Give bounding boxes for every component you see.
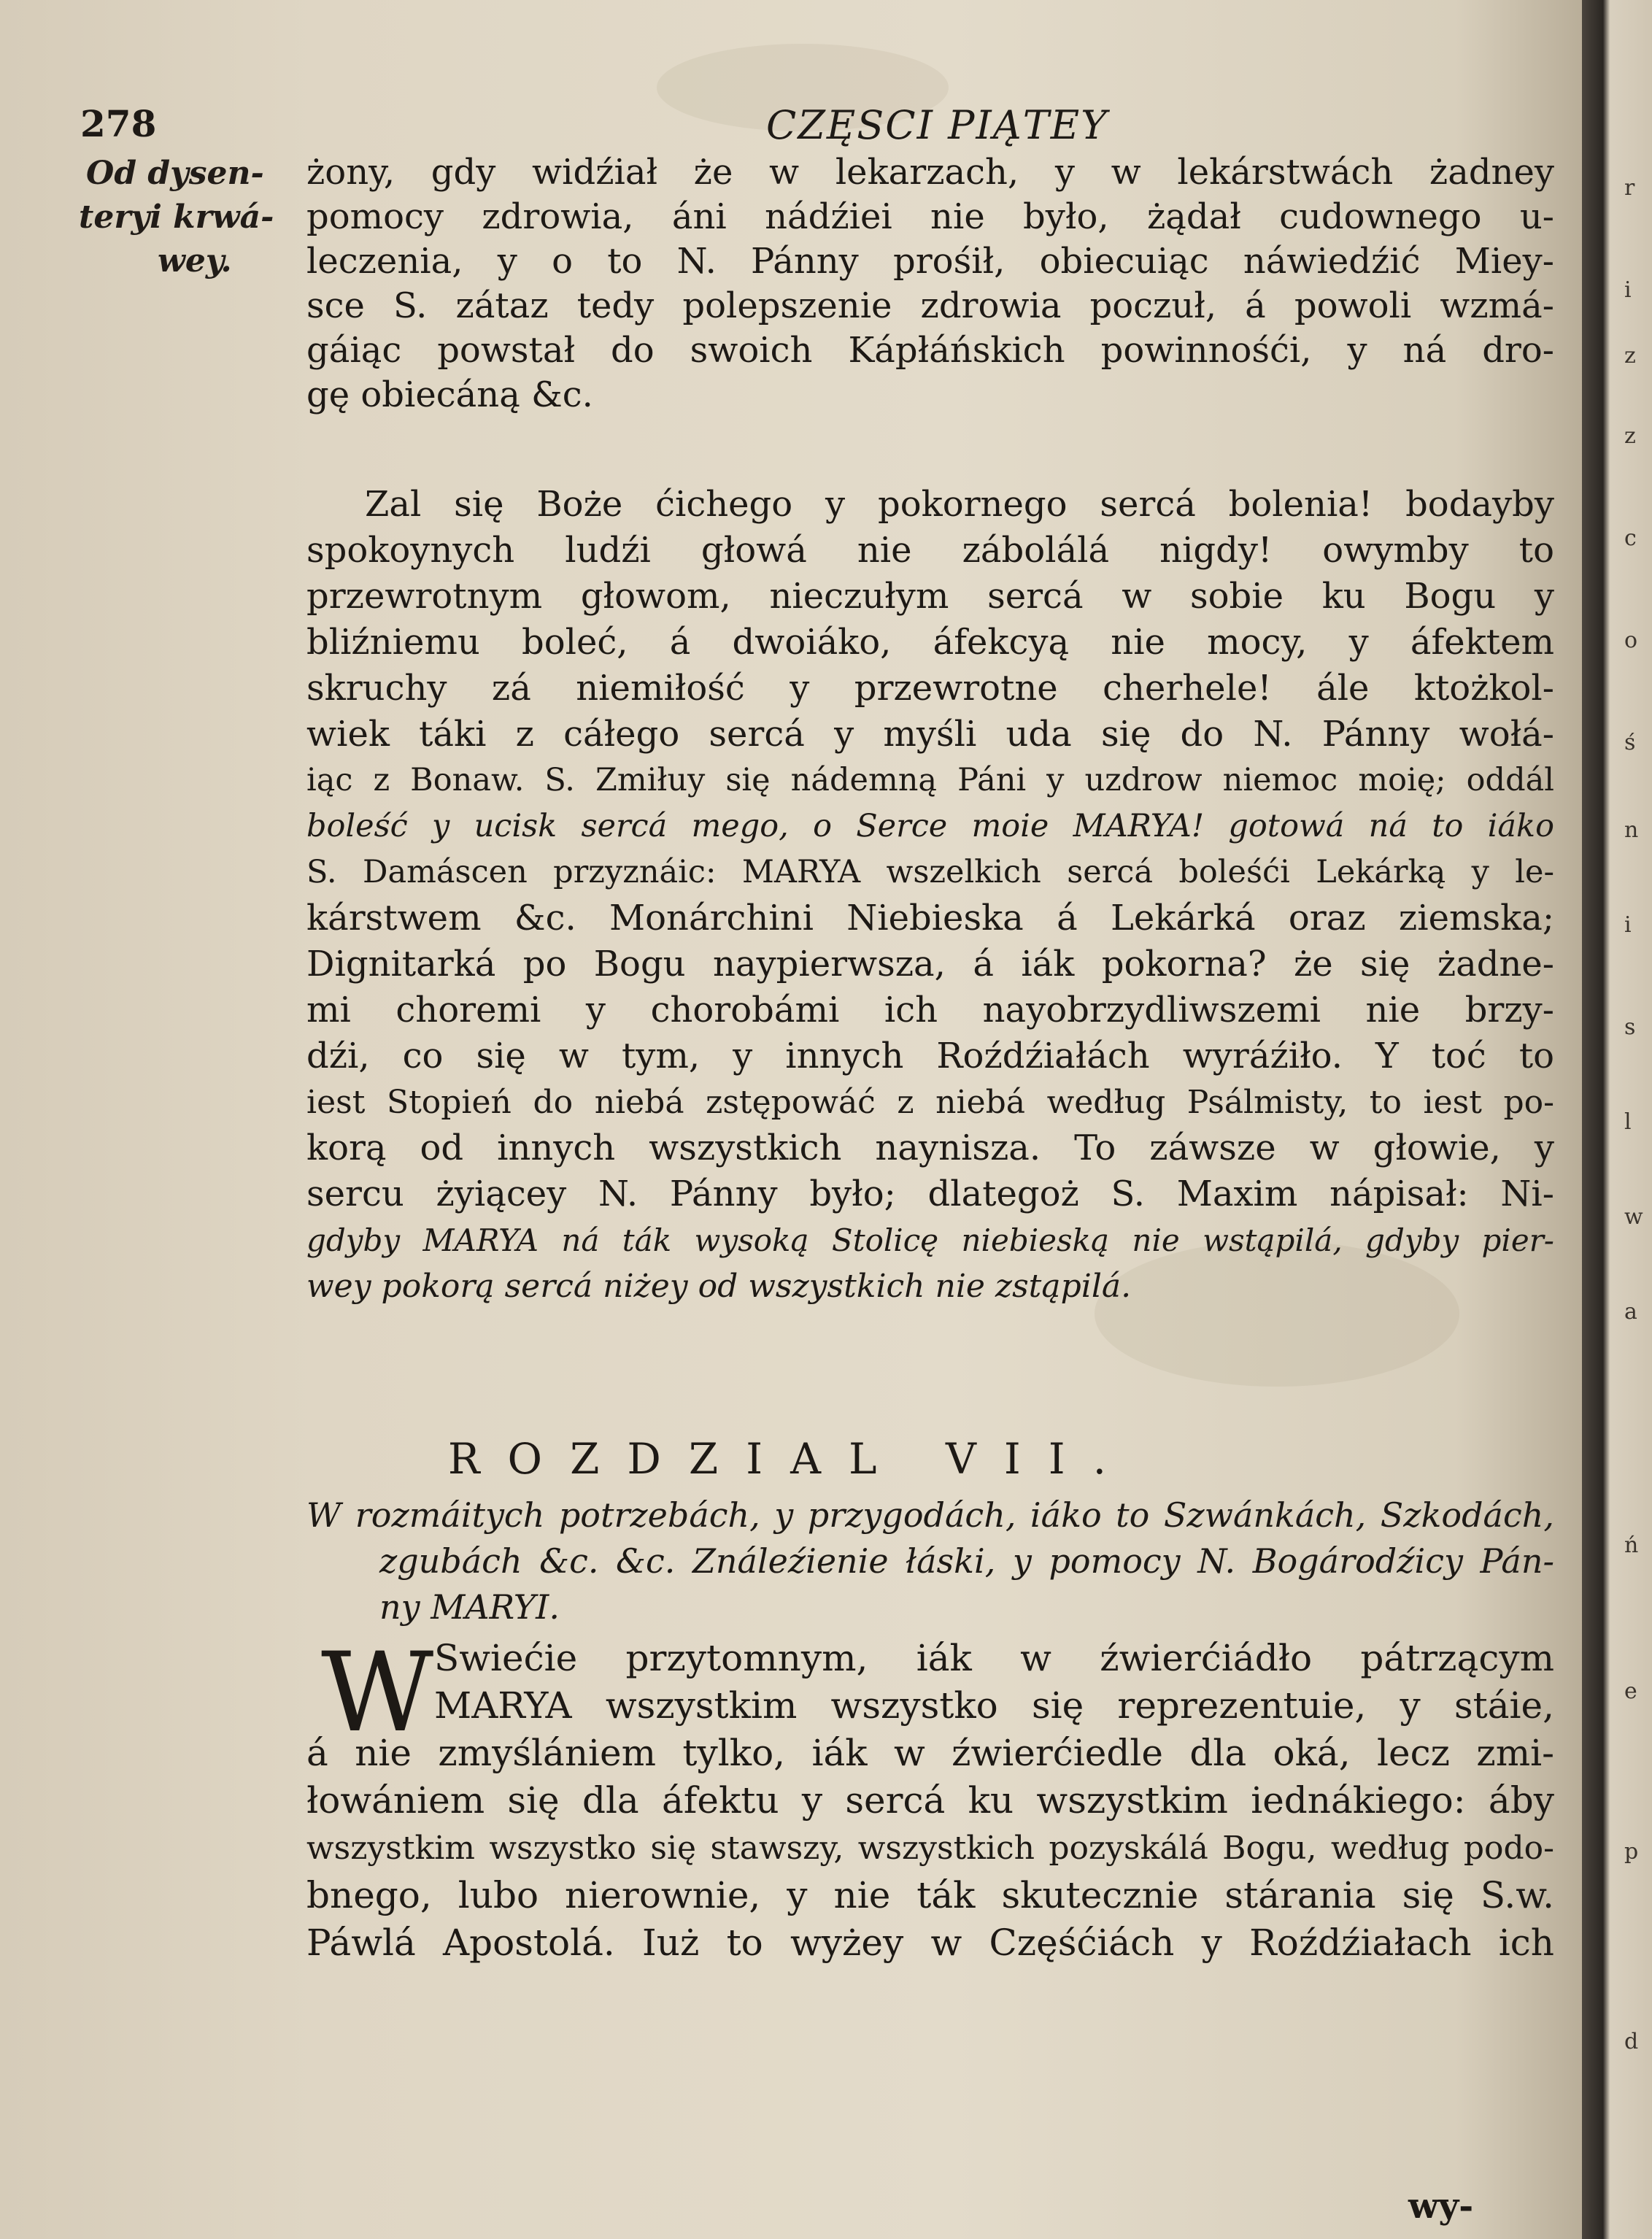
text-line: spokoynych ludźi głowá nie zábolálá nigdy! owymby to bbox=[306, 530, 1554, 571]
page-number: 278 bbox=[80, 102, 157, 145]
text-line: gáiąc powstał do swoich Kápłáńskich powinnośći, y ná dro- bbox=[306, 330, 1554, 371]
text-line: wszystkim wszystko się stawszy, wszystkich pozyskálá Bogu, według podo- bbox=[306, 1830, 1554, 1867]
text-line: pomocy zdrowia, áni nádźiei nie było, żądał cudownego u- bbox=[306, 196, 1554, 237]
gutter-letter: i bbox=[1624, 277, 1632, 303]
margin-note-line: wey. bbox=[158, 242, 232, 280]
text-line: S. Damáscen przyznáic: MARYA wszelkich sercá boleśći Lekárką y le- bbox=[306, 854, 1554, 890]
text-line: sce S. zátaz tedy polepszenie zdrowia poczuł, á powoli wzmá- bbox=[306, 285, 1554, 326]
text-line: Swiećie przytomnym, iák w źwierćiádło pátrzącym bbox=[434, 1637, 1554, 1679]
gutter-letter: p bbox=[1624, 1839, 1639, 1865]
running-head-title: CZĘSCI PIĄTEY bbox=[766, 102, 1108, 148]
text-line: iest Stopień do niebá zstępowáć z niebá według Psálmisty, to iest po- bbox=[306, 1084, 1554, 1121]
drop-cap: W bbox=[321, 1630, 434, 1757]
text-line: leczenia, y o to N. Pánny prośił, obiecuiąc náwiedźić Miey- bbox=[306, 241, 1554, 282]
gutter-letter: o bbox=[1624, 628, 1638, 653]
text-line: Páwlá Apostolá. Iuż to wyżey w Częśćiách y Roźdźiałach ich bbox=[306, 1922, 1554, 1964]
paragraph-2 bbox=[306, 482, 1554, 1309]
paragraph-1 bbox=[306, 150, 1554, 417]
margin-note bbox=[79, 152, 305, 283]
gutter-letter: r bbox=[1624, 175, 1635, 201]
text-line: gdyby MARYA ná ták wysoką Stolicę niebieską nie wstąpilá, gdyby pier- bbox=[306, 1222, 1554, 1258]
text-line: kárstwem &c. Monárchini Niebieska á Lekárká oraz ziemska; bbox=[306, 898, 1554, 939]
gutter-letter: c bbox=[1624, 525, 1637, 551]
gutter-letter: d bbox=[1624, 2029, 1639, 2054]
text-line: Zal się Boże ćichego y pokornego sercá bolenia! bodayby bbox=[365, 484, 1554, 525]
text-line: skruchy zá niemiłość y przewrotne cherhele! ále ktożkol- bbox=[306, 668, 1554, 709]
gutter-letter: s bbox=[1624, 1014, 1636, 1040]
text-line: Dignitarká po Bogu naypierwsza, á iák pokorna? że się żadne- bbox=[306, 944, 1554, 984]
text-line: sercu żyiącey N. Pánny było; dlategoż S. Maxim nápisał: Ni- bbox=[306, 1174, 1554, 1214]
book-gutter bbox=[1582, 0, 1652, 2239]
gutter-letter: w bbox=[1624, 1204, 1643, 1230]
gutter-letter: z bbox=[1624, 343, 1636, 369]
text-line: korą od innych wszystkich naynisza. To záwsze w głowie, y bbox=[306, 1128, 1554, 1168]
chapter-heading: ROZDZIAL VII. bbox=[447, 1434, 1135, 1484]
text-line: dźi, co się w tym, y innych Roźdźiałách wyráźiło. Y toć to bbox=[306, 1036, 1554, 1076]
text-line: MARYA wszystkim wszystko się reprezentuie, y stáie, bbox=[434, 1684, 1554, 1727]
gutter-letter: z bbox=[1624, 423, 1636, 449]
catchword: wy- bbox=[1408, 2186, 1474, 2227]
text-line: mi choremi y chorobámi ich nayobrzydliwszemi nie brzy- bbox=[306, 990, 1554, 1030]
gutter-letter: l bbox=[1624, 1109, 1632, 1135]
running-head bbox=[73, 102, 1525, 153]
margin-note-line: Od dysen- bbox=[86, 155, 264, 192]
summary-line: ny MARYI. bbox=[379, 1587, 560, 1627]
gutter-letter: n bbox=[1624, 817, 1639, 843]
summary-line: zgubách &c. &c. Ználeźienie łáski, y pomocy N. Bogárodźicy Pán- bbox=[379, 1541, 1554, 1581]
summary-line: W rozmáitych potrzebách, y przygodách, iáko to Szwánkách, Szkodách, bbox=[306, 1495, 1554, 1535]
text-line: łowániem się dla áfektu y sercá ku wszystkim iednákiego: áby bbox=[306, 1779, 1554, 1822]
chapter-body bbox=[306, 1630, 1554, 1967]
text-line: wiek táki z cáłego sercá y myśli uda się do N. Pánny wołá- bbox=[306, 714, 1554, 755]
text-line: gę obiecáną &c. bbox=[306, 374, 593, 415]
text-line: iąc z Bonaw. S. Zmiłuy się nádemną Páni y uzdrow niemoc moię; oddál bbox=[306, 762, 1554, 798]
text-line: bliźniemu boleć, á dwoiáko, áfekcyą nie mocy, y áfektem bbox=[306, 622, 1554, 663]
text-line: wey pokorą sercá niżey od wszystkich nie zstąpilá. bbox=[306, 1268, 1132, 1305]
text-line: boleść y ucisk sercá mego, o Serce moie MARYA! gotowá ná to iáko bbox=[306, 808, 1554, 844]
margin-note-line: teryi krwá- bbox=[79, 199, 274, 236]
chapter-summary bbox=[306, 1492, 1554, 1630]
gutter-letter: i bbox=[1624, 912, 1632, 938]
text-line: żony, gdy widźiał że w lekarzach, y w lekárstwách żadney bbox=[306, 152, 1554, 193]
gutter-letter: a bbox=[1624, 1299, 1637, 1325]
gutter-letter: ń bbox=[1624, 1533, 1639, 1558]
gutter-letter: ś bbox=[1624, 730, 1636, 755]
text-line: przewrotnym głowom, nieczułym sercá w sobie ku Bogu y bbox=[306, 576, 1554, 617]
text-line: á nie zmyślániem tylko, iák w źwierćiedle dla oká, lecz zmi- bbox=[306, 1732, 1554, 1774]
text-line: bnego, lubo nierownie, y nie ták skutecznie stárania się S.w. bbox=[306, 1874, 1554, 1916]
gutter-letter: e bbox=[1624, 1679, 1637, 1704]
